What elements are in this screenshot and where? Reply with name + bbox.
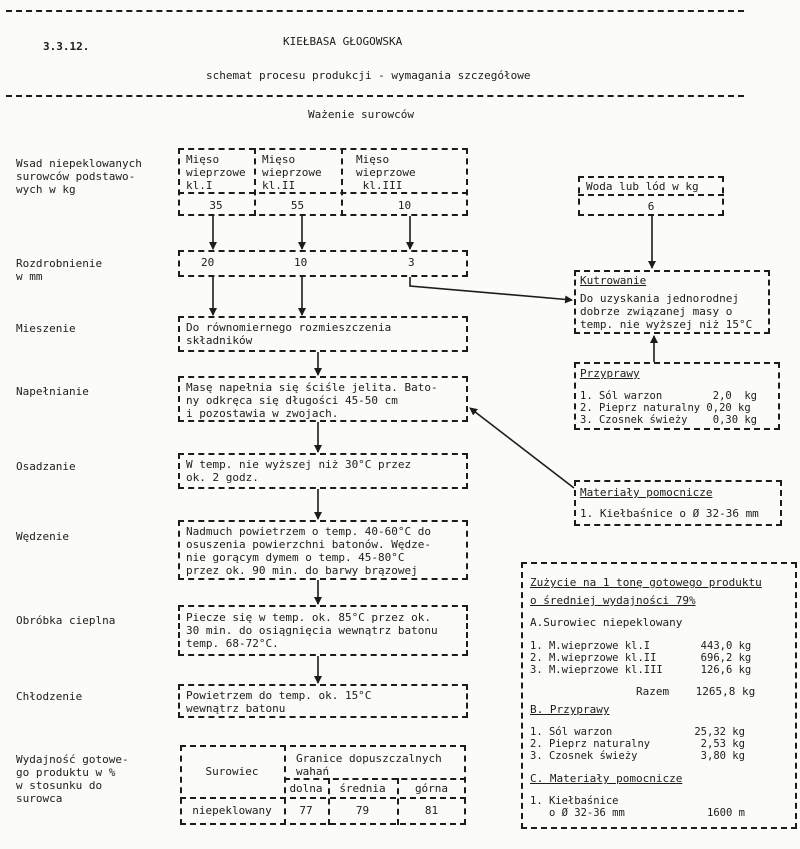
step-wsad-label: Wsad niepeklowanych surowców podstawo- wych w kg bbox=[16, 157, 142, 196]
zuzycie-section-c: C. Materiały pomocnicze bbox=[530, 772, 683, 785]
yield-value-gorna: 81 bbox=[424, 804, 439, 817]
meat-col-kl3: Mięso wieprzowe kl.III bbox=[356, 153, 416, 192]
przyprawy-title: Przyprawy bbox=[580, 367, 640, 380]
meat-value-kl3: 10 bbox=[397, 199, 412, 212]
document-title: KIEŁBASA GŁOGOWSKA bbox=[283, 35, 403, 48]
smoking-text: Nadmuch powietrzem o temp. 40-60°C do osuszenia powierzchni batonów. Wędze- nie gorącym dymem o temp. 45-80°C przez ok. 90 min. do barwy brązowej bbox=[186, 525, 432, 577]
przyprawy-items: 1. Sól warzon 2,0 kg 2. Pieprz naturalny 0,20 kg 3. Czosnek świeży 0,30 kg bbox=[580, 390, 758, 426]
settling-text: W temp. nie wyższej niż 30°C przez ok. 2 godz. bbox=[186, 458, 412, 484]
step-mieszenie-label: Mieszenie bbox=[16, 322, 76, 335]
arrow-materialy-to-filling bbox=[470, 408, 574, 488]
grind-value-2: 10 bbox=[294, 256, 308, 269]
materialy-item: 1. Kiełbaśnice o Ø 32-36 mm bbox=[580, 507, 759, 520]
step-napelnianie-label: Napełnianie bbox=[16, 385, 89, 398]
yield-row-label: niepeklowany bbox=[192, 804, 272, 817]
document-code: 3.3.12. bbox=[43, 40, 90, 53]
water-value: 6 bbox=[647, 200, 655, 213]
mixing-text: Do równomiernego rozmieszczenia składników bbox=[186, 321, 392, 347]
yield-header-surowiec: Surowiec bbox=[205, 765, 259, 778]
cooking-text: Piecze się w temp. ok. 85°C przez ok. 30 min. do osiągnięcia wewnątrz batonu temp. 68-72°C. bbox=[186, 611, 438, 650]
step-wydajnosc-label: Wydajność gotowe- go produktu w % w stosunku do surowca bbox=[16, 753, 129, 805]
step-chlodzenie-label: Chłodzenie bbox=[16, 690, 83, 703]
kutrowanie-text: Do uzyskania jednorodnej dobrze związanej masy o temp. nie wyższej niż 15°C bbox=[580, 292, 753, 331]
yield-header-gorna: górna bbox=[414, 782, 449, 795]
zuzycie-items-c: 1. Kiełbaśnice o Ø 32-36 mm 1600 m bbox=[530, 795, 745, 819]
step-osadzanie-label: Osadzanie bbox=[16, 460, 76, 473]
step-obrobka-label: Obróbka cieplna bbox=[16, 614, 116, 627]
meat-value-kl1: 35 bbox=[209, 199, 223, 212]
meat-col-kl1: Mięso wieprzowe kl.I bbox=[186, 153, 246, 192]
yield-value-dolna: 77 bbox=[299, 804, 313, 817]
grind-value-1: 20 bbox=[201, 256, 215, 269]
yield-value-srednia: 79 bbox=[355, 804, 370, 817]
materialy-title: Materiały pomocnicze bbox=[580, 486, 713, 499]
zuzycie-razem: Razem 1265,8 kg bbox=[636, 685, 756, 698]
zuzycie-section-b: B. Przyprawy bbox=[530, 703, 610, 716]
meat-col-kl2: Mięso wieprzowe kl.II bbox=[262, 153, 322, 192]
arrow-grind-to-kutrowanie bbox=[410, 277, 572, 300]
document-subtitle: schemat procesu produkcji - wymagania szczegółowe bbox=[206, 69, 531, 82]
yield-header-dolna: dolna bbox=[289, 782, 323, 795]
zuzycie-title-2: o średniej wydajności 79% bbox=[530, 594, 696, 607]
cooling-text: Powietrzem do temp. ok. 15°C wewnątrz batonu bbox=[186, 689, 372, 715]
zuzycie-section-a: A.Surowiec niepeklowany bbox=[530, 616, 683, 629]
water-label: Woda lub lód w kg bbox=[586, 180, 699, 193]
zuzycie-items-a: 1. M.wieprzowe kl.I 443,0 kg 2. M.wieprzowe kl.II 696,2 kg 3. M.wieprzowe kl.III 126,6 kg bbox=[530, 640, 752, 676]
zuzycie-title-1: Zużycie na 1 tonę gotowego produktu bbox=[530, 576, 762, 589]
grind-value-3: 3 bbox=[408, 256, 415, 269]
filling-text: Masę napełnia się ściśle jelita. Bato- ny odkręca się długości 45-50 cm i pozostawia w zwojach. bbox=[186, 381, 438, 420]
meat-value-kl2: 55 bbox=[290, 199, 305, 212]
zuzycie-items-b: 1. Sól warzon 25,32 kg 2. Pieprz naturalny 2,53 kg 3. Czosnek świeży 3,80 kg bbox=[530, 726, 745, 762]
section-title: Ważenie surowców bbox=[308, 108, 414, 121]
step-rozdrobnienie-label: Rozdrobnienie w mm bbox=[16, 257, 103, 283]
step-wedzenie-label: Wędzenie bbox=[16, 530, 69, 543]
yield-header-granice: Granice dopuszczalnych wahań bbox=[296, 752, 442, 778]
kutrowanie-title: Kutrowanie bbox=[580, 274, 647, 287]
yield-header-srednia: średnia bbox=[339, 782, 386, 795]
